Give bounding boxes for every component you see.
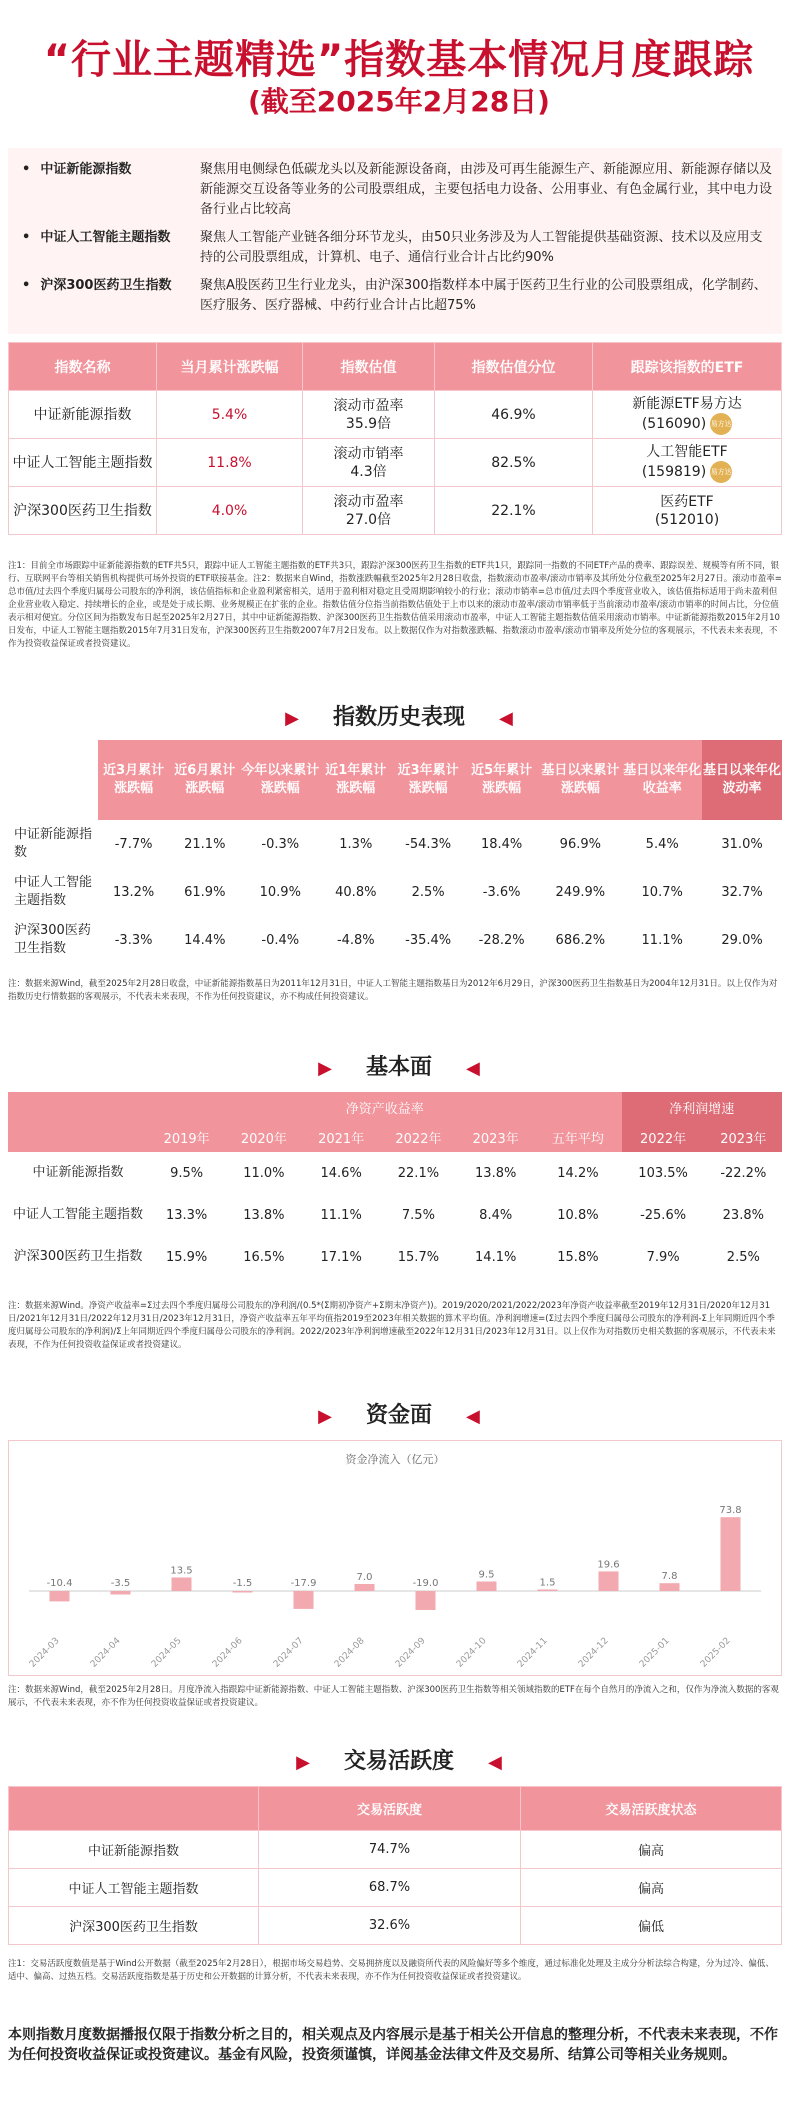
table-cell: 11.0% <box>243 1165 285 1181</box>
table-cell: -3.3% <box>114 932 153 948</box>
col-header: 五年平均 <box>534 1122 621 1152</box>
table-row <box>9 439 782 487</box>
table-cell: 11.1% <box>641 932 683 948</box>
note-fund: 注：数据来源Wind，截至2025年2月28日。月度净流入指跟踪中证新能源指数、中证人工智能主题指数、沪深300医药卫生指数等相关领域指数的ETF在每个自然月的净流入之和，仅作为净流入数据的客观展示，不代表未来表现，亦不作为任何投资收益保证或者投资建议。 <box>8 1685 779 1708</box>
data-label: 73.8 <box>719 1505 742 1517</box>
table-cell: 2.5% <box>726 1249 760 1265</box>
note-fundamental: 注：数据来源Wind。净资产收益率=Σ过去四个季度归属母公司股东的净利润/(0.5*(Σ期初净资产+Σ期末净资产))。2019/2020/2021/2022/2023年净资产收益率截至2019年12月31日/2020年12月31日/2021年12月31日/2022年12月31日/2023年12月31日，净资产收益率五年平均值指2019至2023年相关数据的算术平均值。净利润增速=(Σ过去四个季度归属母公司股东的净利润-Σ上年同期近四个季度归属母公司股东的净利润)/Σ上年同期近四个季度归属母公司股东的净利润。2022/2023年净利润增速截至2022年12月31日/2023年12月31日。以上仅作为对指数历史相关数据的客观展示，不代表未来表现，不作为任何投资收益保证或者投资建议。 <box>8 1301 776 1350</box>
monthly-change: 4.0% <box>157 487 303 535</box>
table-cell: 9.5% <box>170 1165 204 1181</box>
x-tick-label: 2024-12 <box>576 1636 611 1670</box>
chart-bar <box>538 1590 558 1592</box>
section-title-history: ▶ 指数历史表现 ◀ <box>285 705 513 730</box>
col-header: 交易活跃度状态 <box>521 1787 782 1831</box>
x-tick-label: 2025-02 <box>698 1636 733 1670</box>
etf-cell: 新能源ETF易方达 (516090) 易方达 <box>593 391 782 439</box>
section-title-fund: ▶ 资金面 ◀ <box>318 1403 480 1428</box>
col-header: 近3年累计涨跌幅 <box>391 740 465 820</box>
chart-bar <box>111 1591 131 1595</box>
table-cell: 1.3% <box>339 836 373 852</box>
table-cell: 21.1% <box>184 836 226 852</box>
activity-value: 32.6% <box>259 1907 521 1945</box>
index-name: 中证人工智能主题指数 <box>9 439 157 487</box>
data-label: -1.5 <box>232 1578 253 1589</box>
chart-bar <box>416 1591 436 1610</box>
x-tick-label: 2024-11 <box>515 1636 550 1670</box>
valuation-percentile: 22.1% <box>435 487 593 535</box>
table-row <box>8 916 782 964</box>
data-label: 19.6 <box>597 1559 620 1571</box>
table-cell: 15.9% <box>165 1249 208 1265</box>
table-cell: 15.8% <box>557 1249 599 1265</box>
index-name: 沪深300医药卫生指数 <box>14 923 91 956</box>
index-name: 中证新能源指数 <box>9 391 157 439</box>
index-name: 中证人工智能主题指数 <box>14 875 93 908</box>
table-cell: 249.9% <box>555 884 606 900</box>
table-cell: 22.1% <box>397 1165 440 1181</box>
activity-status: 偏高 <box>521 1869 782 1907</box>
col-header: 跟踪该指数的ETF <box>593 343 782 391</box>
table-cell: 40.8% <box>335 884 377 900</box>
col-header: 2019年 <box>148 1122 225 1152</box>
intro-item <box>22 276 772 316</box>
table-cell: 13.8% <box>475 1165 517 1181</box>
section-title-activity: ▶ 交易活跃度 ◀ <box>296 1749 502 1774</box>
table-cell: -7.7% <box>114 836 153 852</box>
valuation: 滚动市盈率 27.0倍 <box>303 487 435 535</box>
arrow-left-icon: ◀ <box>466 1406 480 1427</box>
data-label: -19.0 <box>412 1578 439 1589</box>
data-label: 9.5 <box>478 1569 495 1581</box>
table-cell: -28.2% <box>478 932 525 948</box>
col-header: 指数估值分位 <box>435 343 593 391</box>
etf-cell: 人工智能ETF (159819) 易方达 <box>593 439 782 487</box>
chart-bar <box>50 1591 70 1601</box>
x-tick-label: 2024-04 <box>88 1636 123 1670</box>
col-header: 基日以来累计涨跌幅 <box>538 740 622 820</box>
table-cell: 29.0% <box>721 932 763 948</box>
data-label: -3.5 <box>110 1578 131 1589</box>
table-cell: 11.1% <box>320 1207 362 1223</box>
col-header: 2022年 <box>622 1122 705 1152</box>
col-header: 近6月累计涨跌幅 <box>169 740 240 820</box>
chart-bar <box>477 1582 497 1592</box>
table-row <box>8 868 782 916</box>
table-row <box>8 1194 782 1236</box>
col-header: 近3月累计涨跌幅 <box>98 740 169 820</box>
arrow-left-icon: ◀ <box>499 708 513 729</box>
col-header: 指数估值 <box>303 343 435 391</box>
col-header: 基日以来年化波动率 <box>702 740 782 820</box>
table-cell: 10.9% <box>259 884 301 900</box>
activity-table <box>8 1786 782 1945</box>
table-cell: -0.4% <box>261 932 300 948</box>
index-overview-table <box>8 342 782 535</box>
index-name: 中证人工智能主题指数 <box>9 1869 259 1907</box>
index-name: 沪深300医药卫生指数 <box>13 1249 143 1264</box>
table-cell: 14.4% <box>184 932 226 948</box>
data-label: 1.5 <box>539 1577 556 1589</box>
x-tick-label: 2024-08 <box>332 1636 367 1670</box>
valuation-percentile: 46.9% <box>435 391 593 439</box>
fund-flow-svg <box>9 1441 781 1675</box>
arrow-left-icon: ◀ <box>488 1752 502 1773</box>
chart-bar <box>721 1517 741 1591</box>
table-cell: 5.4% <box>645 836 679 852</box>
table-cell: -3.6% <box>482 884 521 900</box>
disclaimer: 本则指数月度数据播报仅限于指数分析之目的，相关观点及内容展示是基于相关公开信息的整理分析，不代表未来表现，不作为任何投资收益保证或投资建议。基金有风险，投资须谨慎，详阅基金法律文件及交易所、结算公司等相关业务规则。 <box>8 2027 778 2063</box>
group-header: 净利润增速 <box>622 1092 782 1122</box>
index-name: 沪深300医药卫生指数 <box>9 1907 259 1945</box>
table-row <box>9 1831 782 1869</box>
col-header: 今年以来累计涨跌幅 <box>240 740 320 820</box>
col-header: 交易活跃度 <box>259 1787 521 1831</box>
table-row <box>9 1907 782 1945</box>
table-cell: 31.0% <box>721 836 763 852</box>
table-cell: -54.3% <box>405 836 452 852</box>
intro-desc: 聚焦用电侧绿色低碳龙头以及新能源设备商，由涉及可再生能源生产、新能源应用、新能源存储以及新能源交互设备等业务的公司股票组成，主要包括电力设备、公用事业、有色金属行业，其中电力设备行业占比较高 <box>200 162 773 217</box>
col-header: 近1年累计涨跌幅 <box>320 740 391 820</box>
table-cell: 14.6% <box>320 1165 362 1181</box>
page-title: “行业主题精选”指数基本情况月度跟踪 <box>43 37 755 83</box>
valuation: 滚动市销率 4.3倍 <box>303 439 435 487</box>
chart-bar <box>599 1571 619 1591</box>
table-cell: 13.2% <box>112 884 155 900</box>
group-header: 净资产收益率 <box>148 1092 622 1122</box>
index-name: 中证人工智能主题指数 <box>12 1207 143 1222</box>
arrow-right-icon: ▶ <box>318 1406 332 1427</box>
col-header: 2023年 <box>705 1122 782 1152</box>
data-label: 13.5 <box>170 1565 193 1577</box>
table-cell: 13.3% <box>165 1207 208 1223</box>
fund-logo-icon: 易方达 <box>710 461 732 483</box>
arrow-right-icon: ▶ <box>285 708 299 729</box>
note-history: 注：数据来源Wind，截至2025年2月28日收盘，中证新能源指数基日为2011年12月31日，中证人工智能主题指数基日为2012年6月29日，沪深300医药卫生指数基日为2004年12月31日。以上仅作为对指数历史行情数据的客观展示，不代表未来表现，不作为任何投资建议，亦不构成任何投资建议。 <box>8 979 778 1002</box>
monthly-change: 11.8% <box>157 439 303 487</box>
intro-desc: 聚焦A股医药卫生行业龙头，由沪深300指数样本中属于医药卫生行业的公司股票组成，化学制药、医疗服务、医疗器械、中药行业合计占比超75% <box>200 278 767 313</box>
col-header: 指数名称 <box>9 343 157 391</box>
chart-bar <box>294 1591 314 1609</box>
etf-cell: 医药ETF (512010) <box>593 487 782 535</box>
table-cell: 2.5% <box>411 884 445 900</box>
col-header: 2021年 <box>303 1122 380 1152</box>
table-cell: 15.7% <box>397 1249 440 1265</box>
table-cell: 7.9% <box>646 1249 680 1265</box>
col-header: 当月累计涨跌幅 <box>157 343 303 391</box>
table-cell: 10.7% <box>641 884 683 900</box>
arrow-right-icon: ▶ <box>318 1058 332 1079</box>
table-cell: 10.8% <box>557 1207 599 1223</box>
arrow-left-icon: ◀ <box>466 1058 480 1079</box>
intro-name: • 中证新能源指数 <box>22 160 200 220</box>
data-label: -17.9 <box>290 1578 317 1589</box>
chart-bar <box>172 1578 192 1592</box>
intro-name: • 沪深300医药卫生指数 <box>22 276 200 316</box>
index-name: 中证新能源指数 <box>14 827 93 860</box>
table-cell: -0.3% <box>261 836 300 852</box>
activity-status: 偏低 <box>521 1907 782 1945</box>
activity-status: 偏高 <box>521 1831 782 1869</box>
index-name: 中证新能源指数 <box>32 1165 124 1180</box>
intro-desc: 聚焦人工智能产业链各细分环节龙头，由50只业务涉及为人工智能提供基础资源、技术以及应用支持的公司股票组成，计算机、电子、通信行业合计占比约90% <box>200 230 763 265</box>
col-header: 基日以来年化收益率 <box>622 740 702 820</box>
data-label: 7.0 <box>356 1572 373 1583</box>
x-tick-label: 2024-09 <box>393 1636 428 1670</box>
valuation: 滚动市盈率 35.9倍 <box>303 391 435 439</box>
page-subtitle: (截至2025年2月28日) <box>248 85 550 118</box>
activity-value: 68.7% <box>259 1869 521 1907</box>
table-cell: 13.8% <box>243 1207 285 1223</box>
intro-name: • 中证人工智能主题指数 <box>22 228 200 268</box>
intro-item <box>22 228 772 268</box>
table-cell: 32.7% <box>721 884 763 900</box>
chart-title: 资金净流入（亿元） <box>345 1453 445 1466</box>
chart-bar <box>233 1591 253 1593</box>
col-header: 2023年 <box>457 1122 534 1152</box>
fund-flow-chart <box>8 1440 782 1676</box>
table-cell: 8.4% <box>479 1207 513 1223</box>
note-activity: 注1：交易活跃度数值是基于Wind公开数据（截至2025年2月28日），根据市场交易趋势、交易拥挤度以及融资所代表的风险偏好等多个维度，通过标准化处理及主成分分析法综合构建，分为过冷、偏低、适中、偏高、过热五档。交易活跃度指数是基于历史和公开数据的计算分析，不代表未来表现，亦不作为任何投资收益保证或者投资建议。 <box>8 1959 774 1982</box>
intro-panel <box>8 148 782 334</box>
table-cell: 17.1% <box>320 1249 362 1265</box>
data-label: 7.8 <box>661 1571 678 1583</box>
x-tick-label: 2024-07 <box>271 1636 306 1670</box>
fund-logo-icon: 易方达 <box>710 413 732 435</box>
table-cell: 23.8% <box>722 1207 764 1223</box>
col-header: 近5年累计涨跌幅 <box>465 740 539 820</box>
data-label: -10.4 <box>46 1578 73 1589</box>
x-tick-label: 2025-01 <box>637 1636 672 1670</box>
table-row <box>8 820 782 868</box>
valuation-percentile: 82.5% <box>435 439 593 487</box>
section-title-fundamental: ▶ 基本面 ◀ <box>318 1055 480 1080</box>
x-tick-label: 2024-03 <box>27 1636 62 1670</box>
table-row <box>9 487 782 535</box>
table-row <box>8 1152 782 1194</box>
table-cell: -22.2% <box>720 1165 767 1181</box>
index-name: 沪深300医药卫生指数 <box>9 487 157 535</box>
intro-item <box>22 160 772 220</box>
x-tick-label: 2024-06 <box>210 1636 245 1670</box>
table-cell: -4.8% <box>336 932 375 948</box>
table-cell: 686.2% <box>555 932 606 948</box>
table-row <box>9 391 782 439</box>
table-cell: 61.9% <box>184 884 226 900</box>
col-header: 2020年 <box>225 1122 302 1152</box>
index-name: 中证新能源指数 <box>9 1831 259 1869</box>
col-header <box>9 1787 259 1831</box>
table-cell: 7.5% <box>401 1207 435 1223</box>
monthly-change: 5.4% <box>157 391 303 439</box>
table-cell: 14.2% <box>557 1165 599 1181</box>
table-cell: -35.4% <box>405 932 452 948</box>
chart-bar <box>660 1583 680 1591</box>
arrow-right-icon: ▶ <box>296 1752 310 1773</box>
x-tick-label: 2024-05 <box>149 1636 184 1670</box>
table-cell: -25.6% <box>640 1207 687 1223</box>
activity-value: 74.7% <box>259 1831 521 1869</box>
table-cell: 96.9% <box>559 836 601 852</box>
table-cell: 16.5% <box>243 1249 285 1265</box>
table-row <box>8 1236 782 1278</box>
history-table <box>8 740 782 964</box>
table-cell: 14.1% <box>475 1249 517 1265</box>
fundamental-table <box>8 1092 782 1278</box>
note-table1: 注1：目前全市场跟踪中证新能源指数的ETF共5只，跟踪中证人工智能主题指数的ETF共3只，跟踪沪深300医药卫生指数的ETF共1只，跟踪同一指数的不同ETF产品的费率、跟踪误差、规模等有所不同，银行、互联网平台等相关销售机构提供可场外投资的ETF联接基金。注2：数据来自Wind，指数涨跌幅截至2025年2月28日收盘，指数滚动市盈率/滚动市销率及其所处分位截至2025年2月27日。滚动市盈率=总市值/过去四个季度归属母公司股东的净利润，该估值指标和企业盈利紧密相关，适用于盈利相对稳定且受周期影响较小的行业；滚动市销率=总市值/过去四个季度营业收入，该估值指标适用于尚未盈利但企业营业收入稳定、持续增长的企业，或是处于成长期、业务规模正在扩张的企业。指数估值分位指当前指数估值处于上市以来的滚动市盈率/滚动市销率低于当前滚动市盈率/滚动市销率的时间占比，分位值表示相对便宜。分位区间为指数发布日起至2025年2月27日，其中中证新能源指数、沪深300医药卫生指数估值采用滚动市盈率，中证人工智能主题指数估值采用滚动市销率。中证新能源指数2015年2月10日发布，中证人工智能主题指数2015年7月31日发布，沪深300医药卫生指数2007年7月2日发布。以上数据仅作为对指数涨跌幅、指数滚动市盈率/滚动市销率及所处分位的客观展示，不代表未来表现，不作为投资收益保证或者投资建议。 <box>8 561 782 649</box>
table-cell: 18.4% <box>480 836 523 852</box>
table-cell: 103.5% <box>638 1165 688 1181</box>
table-row <box>9 1869 782 1907</box>
col-header: 2022年 <box>380 1122 457 1152</box>
x-tick-label: 2024-10 <box>454 1636 489 1670</box>
chart-bar <box>355 1584 375 1591</box>
